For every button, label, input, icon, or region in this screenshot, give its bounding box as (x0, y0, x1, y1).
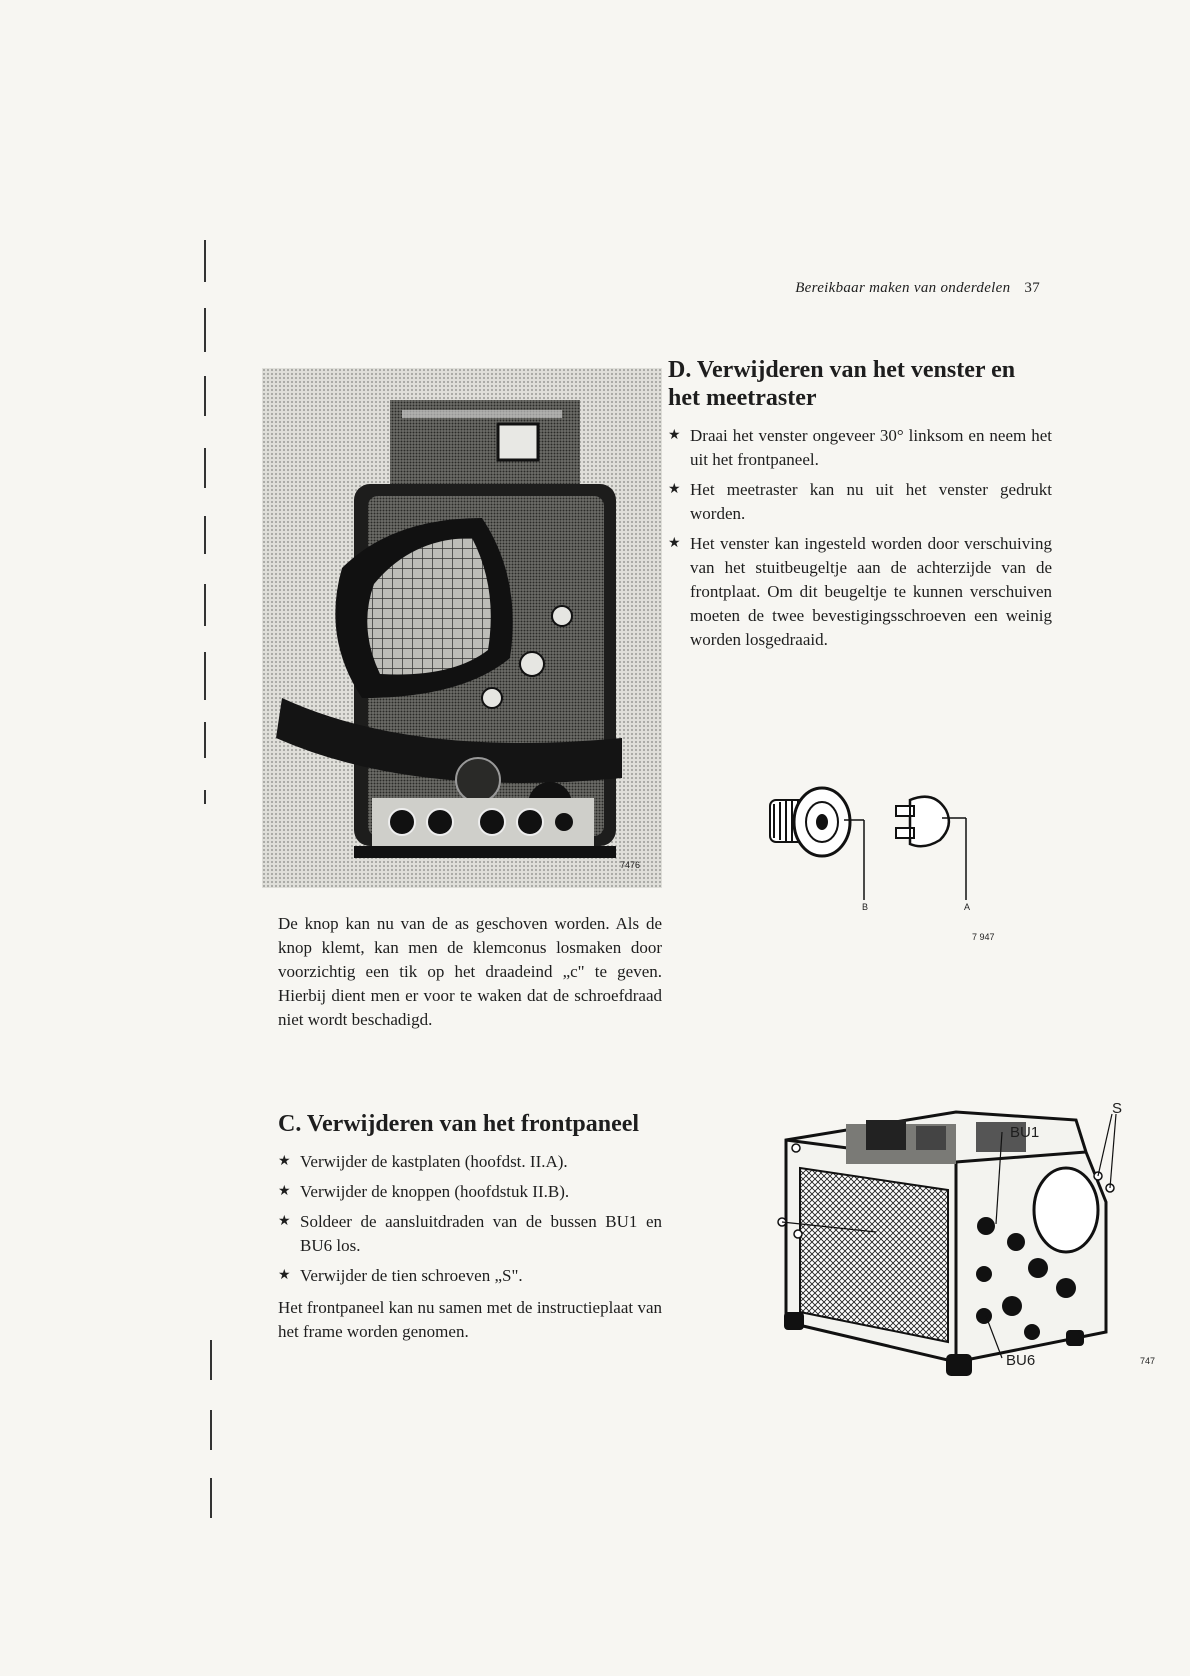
star-bullet-icon: ★ (668, 536, 681, 551)
list-item (668, 532, 1052, 652)
margin-mark (204, 448, 206, 488)
section-c-list (278, 1150, 662, 1288)
list-item (278, 1210, 662, 1258)
oscilloscope-photo (262, 368, 662, 888)
list-item (668, 424, 1052, 472)
page-number: 37 (1024, 280, 1040, 296)
margin-mark (204, 584, 206, 626)
margin-mark (204, 652, 206, 700)
margin-mark (210, 1478, 212, 1518)
star-bullet-icon: ★ (278, 1214, 291, 1229)
margin-mark (204, 790, 206, 804)
figure-number: 7 947 (972, 932, 995, 942)
running-header (740, 280, 1040, 297)
star-bullet-icon: ★ (278, 1268, 291, 1283)
list-item (668, 478, 1052, 526)
star-bullet-icon: ★ (668, 482, 681, 497)
label-b: B (862, 902, 869, 912)
section-d (668, 356, 1052, 658)
star-bullet-icon: ★ (668, 428, 681, 443)
margin-mark (204, 722, 206, 758)
section-c-paragraph: Het frontpaneel kan nu samen met de instructieplaat van het frame worden genomen. (278, 1298, 662, 1341)
margin-mark (204, 516, 206, 554)
list-item-text: Het venster kan ingesteld worden door verschuiving van het stuitbeugeltje aan de achterzijde van de frontplaat. Om dit beugeltje te kunnen verschuiven moeten de twee bevestigingsschroeven een weinig worden losgedraaid. (690, 534, 1052, 649)
list-item-text: Verwijder de knoppen (hoofdstuk II.B). (300, 1182, 570, 1201)
label-bu6: BU6 (1006, 1352, 1036, 1369)
label-a: A (964, 902, 971, 912)
section-c-title: C. Verwijderen van het frontpaneel (278, 1111, 640, 1137)
margin-mark (204, 376, 206, 416)
section-d-title: D. Verwijderen van het venster en het meetraster (668, 357, 1016, 411)
margin-mark (210, 1340, 212, 1380)
margin-mark (204, 308, 206, 352)
section-c (278, 1110, 662, 1344)
list-item-text: Soldeer de aansluitdraden van de bussen BU1 en BU6 los. (300, 1212, 662, 1255)
star-bullet-icon: ★ (278, 1154, 291, 1169)
frame-diagram (776, 1092, 1126, 1382)
margin-mark (204, 240, 206, 282)
list-item-text: Draai het venster ongeveer 30° linksom en neem het uit het frontpaneel. (690, 426, 1052, 469)
section-d-list (668, 424, 1052, 652)
running-title: Bereikbaar maken van onderdelen (795, 280, 1011, 296)
list-item-text: Verwijder de kastplaten (hoofdst. II.A). (300, 1152, 568, 1171)
label-s: S (1112, 1100, 1123, 1117)
list-item (278, 1150, 662, 1174)
list-item-text: Het meetraster kan nu uit het venster gedrukt worden. (690, 480, 1052, 523)
list-item-text: Verwijder de tien schroeven „S". (300, 1266, 523, 1285)
knob-paragraph: De knop kan nu van de as geschoven worden. Als de knop klemt, kan men de klemconus losmaken door voorzichtig een tik op het draadeind „c" te geven. Hierbij dient men er voor te waken dat de schroefdraad niet wordt beschadigd. (278, 914, 662, 1029)
margin-mark (210, 1410, 212, 1450)
knob-diagram (760, 770, 1000, 910)
figure-number: 7476 (620, 860, 641, 870)
label-bu1: BU1 (1010, 1124, 1040, 1141)
list-item (278, 1264, 662, 1288)
star-bullet-icon: ★ (278, 1184, 291, 1199)
list-item (278, 1180, 662, 1204)
figure-number: 747 (1140, 1356, 1156, 1366)
